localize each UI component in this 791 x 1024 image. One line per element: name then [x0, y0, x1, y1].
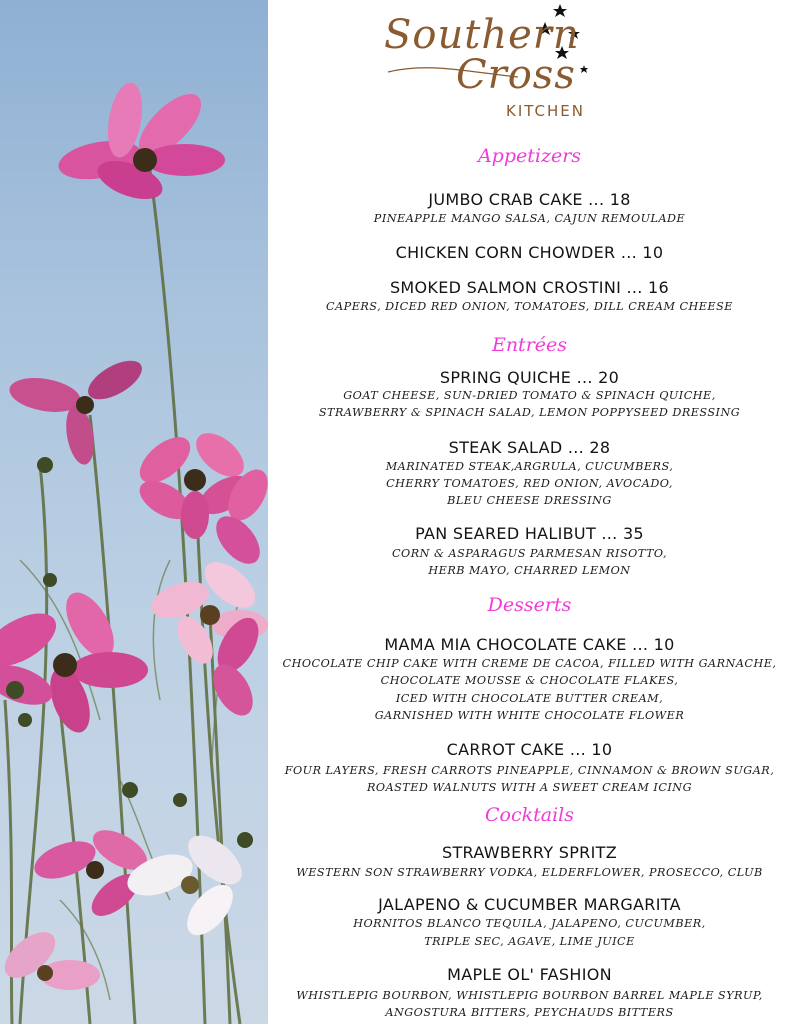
menu-item-description: MARINATED STEAK,ARGRULA, CUCUMBERS,	[385, 460, 674, 473]
menu-item-name: SPRING QUICHE ... 20	[439, 368, 620, 387]
menu-item-description: PINEAPPLE MANGO SALSA, CAJUN REMOULADE	[373, 212, 686, 225]
menu-item-description: ANGOSTURA BITTERS, PEYCHAUDS BITTERS	[385, 1006, 674, 1019]
menu-item-description: TRIPLE SEC, AGAVE, LIME JUICE	[424, 935, 635, 948]
section-title-desserts: Desserts	[487, 594, 572, 616]
menu-item-name: CHICKEN CORN CHOWDER ... 10	[395, 243, 664, 262]
menu-item-description: CAPERS, DICED RED ONION, TOMATOES, DILL CREAM CHEESE	[326, 300, 733, 313]
logo-text-southern: Southern	[384, 12, 580, 58]
menu-item-description: WHISTLEPIG BOURBON, WHISTLEPIG BOURBON BARREL MAPLE SYRUP,	[296, 989, 763, 1002]
menu-panel	[268, 0, 791, 1024]
flower-photo	[0, 0, 268, 1024]
menu-item-description: CHOCOLATE MOUSSE & CHOCOLATE FLAKES,	[380, 674, 679, 687]
menu-item-name: CARROT CAKE ... 10	[446, 740, 613, 759]
menu-item-name: MAMA MIA CHOCOLATE CAKE ... 10	[384, 635, 675, 654]
menu-item-description: FOUR LAYERS, FRESH CARROTS PINEAPPLE, CINNAMON & BROWN SUGAR,	[284, 764, 775, 777]
menu-item-description: HERB MAYO, CHARRED LEMON	[428, 564, 631, 577]
menu-item-description: HORNITOS BLANCO TEQUILA, JALAPENO, CUCUMBER,	[353, 917, 706, 930]
menu-item-description: BLEU CHEESE DRESSING	[447, 494, 612, 507]
section-title-appetizers: Appetizers	[477, 145, 582, 167]
logo-text-cross: Cross	[456, 52, 576, 98]
menu-item-description: ROASTED WALNUTS WITH A SWEET CREAM ICING	[366, 781, 693, 794]
menu-item-description: CHERRY TOMATOES, RED ONION, AVOCADO,	[386, 477, 673, 490]
cosmos-flowers-illustration	[0, 0, 268, 1024]
menu-item-name: JALAPENO & CUCUMBER MARGARITA	[378, 895, 681, 914]
menu-item-name: SMOKED SALMON CROSTINI ... 16	[389, 278, 670, 297]
restaurant-logo	[378, 2, 598, 124]
section-title-entrees: Entrées	[491, 334, 568, 356]
menu-item-name: STEAK SALAD ... 28	[448, 438, 611, 457]
menu-item-name: MAPLE OL' FASHION	[447, 965, 612, 984]
menu-item-description: CHOCOLATE CHIP CAKE WITH CREME DE CACOA, FILLED WITH GARNACHE,	[282, 657, 777, 670]
menu-item-name: JUMBO CRAB CAKE ... 18	[428, 190, 631, 209]
menu-item-description: GARNISHED WITH WHITE CHOCOLATE FLOWER	[374, 709, 685, 722]
menu-item-description: ICED WITH CHOCOLATE BUTTER CREAM,	[395, 692, 664, 705]
menu-item-description: WESTERN SON STRAWBERRY VODKA, ELDERFLOWER, PROSECCO, CLUB	[296, 866, 763, 879]
logo-text-kitchen: KITCHEN	[506, 102, 585, 120]
section-title-cocktails: Cocktails	[485, 804, 574, 826]
menu-item-description: GOAT CHEESE, SUN-DRIED TOMATO & SPINACH QUICHE,	[343, 389, 716, 402]
menu-item-name: STRAWBERRY SPRITZ	[442, 843, 617, 862]
menu-item-description: STRAWBERRY & SPINACH SALAD, LEMON POPPYSEED DRESSING	[318, 406, 741, 419]
menu-item-name: PAN SEARED HALIBUT ... 35	[415, 524, 644, 543]
menu-item-description: CORN & ASPARAGUS PARMESAN RISOTTO,	[391, 547, 668, 560]
